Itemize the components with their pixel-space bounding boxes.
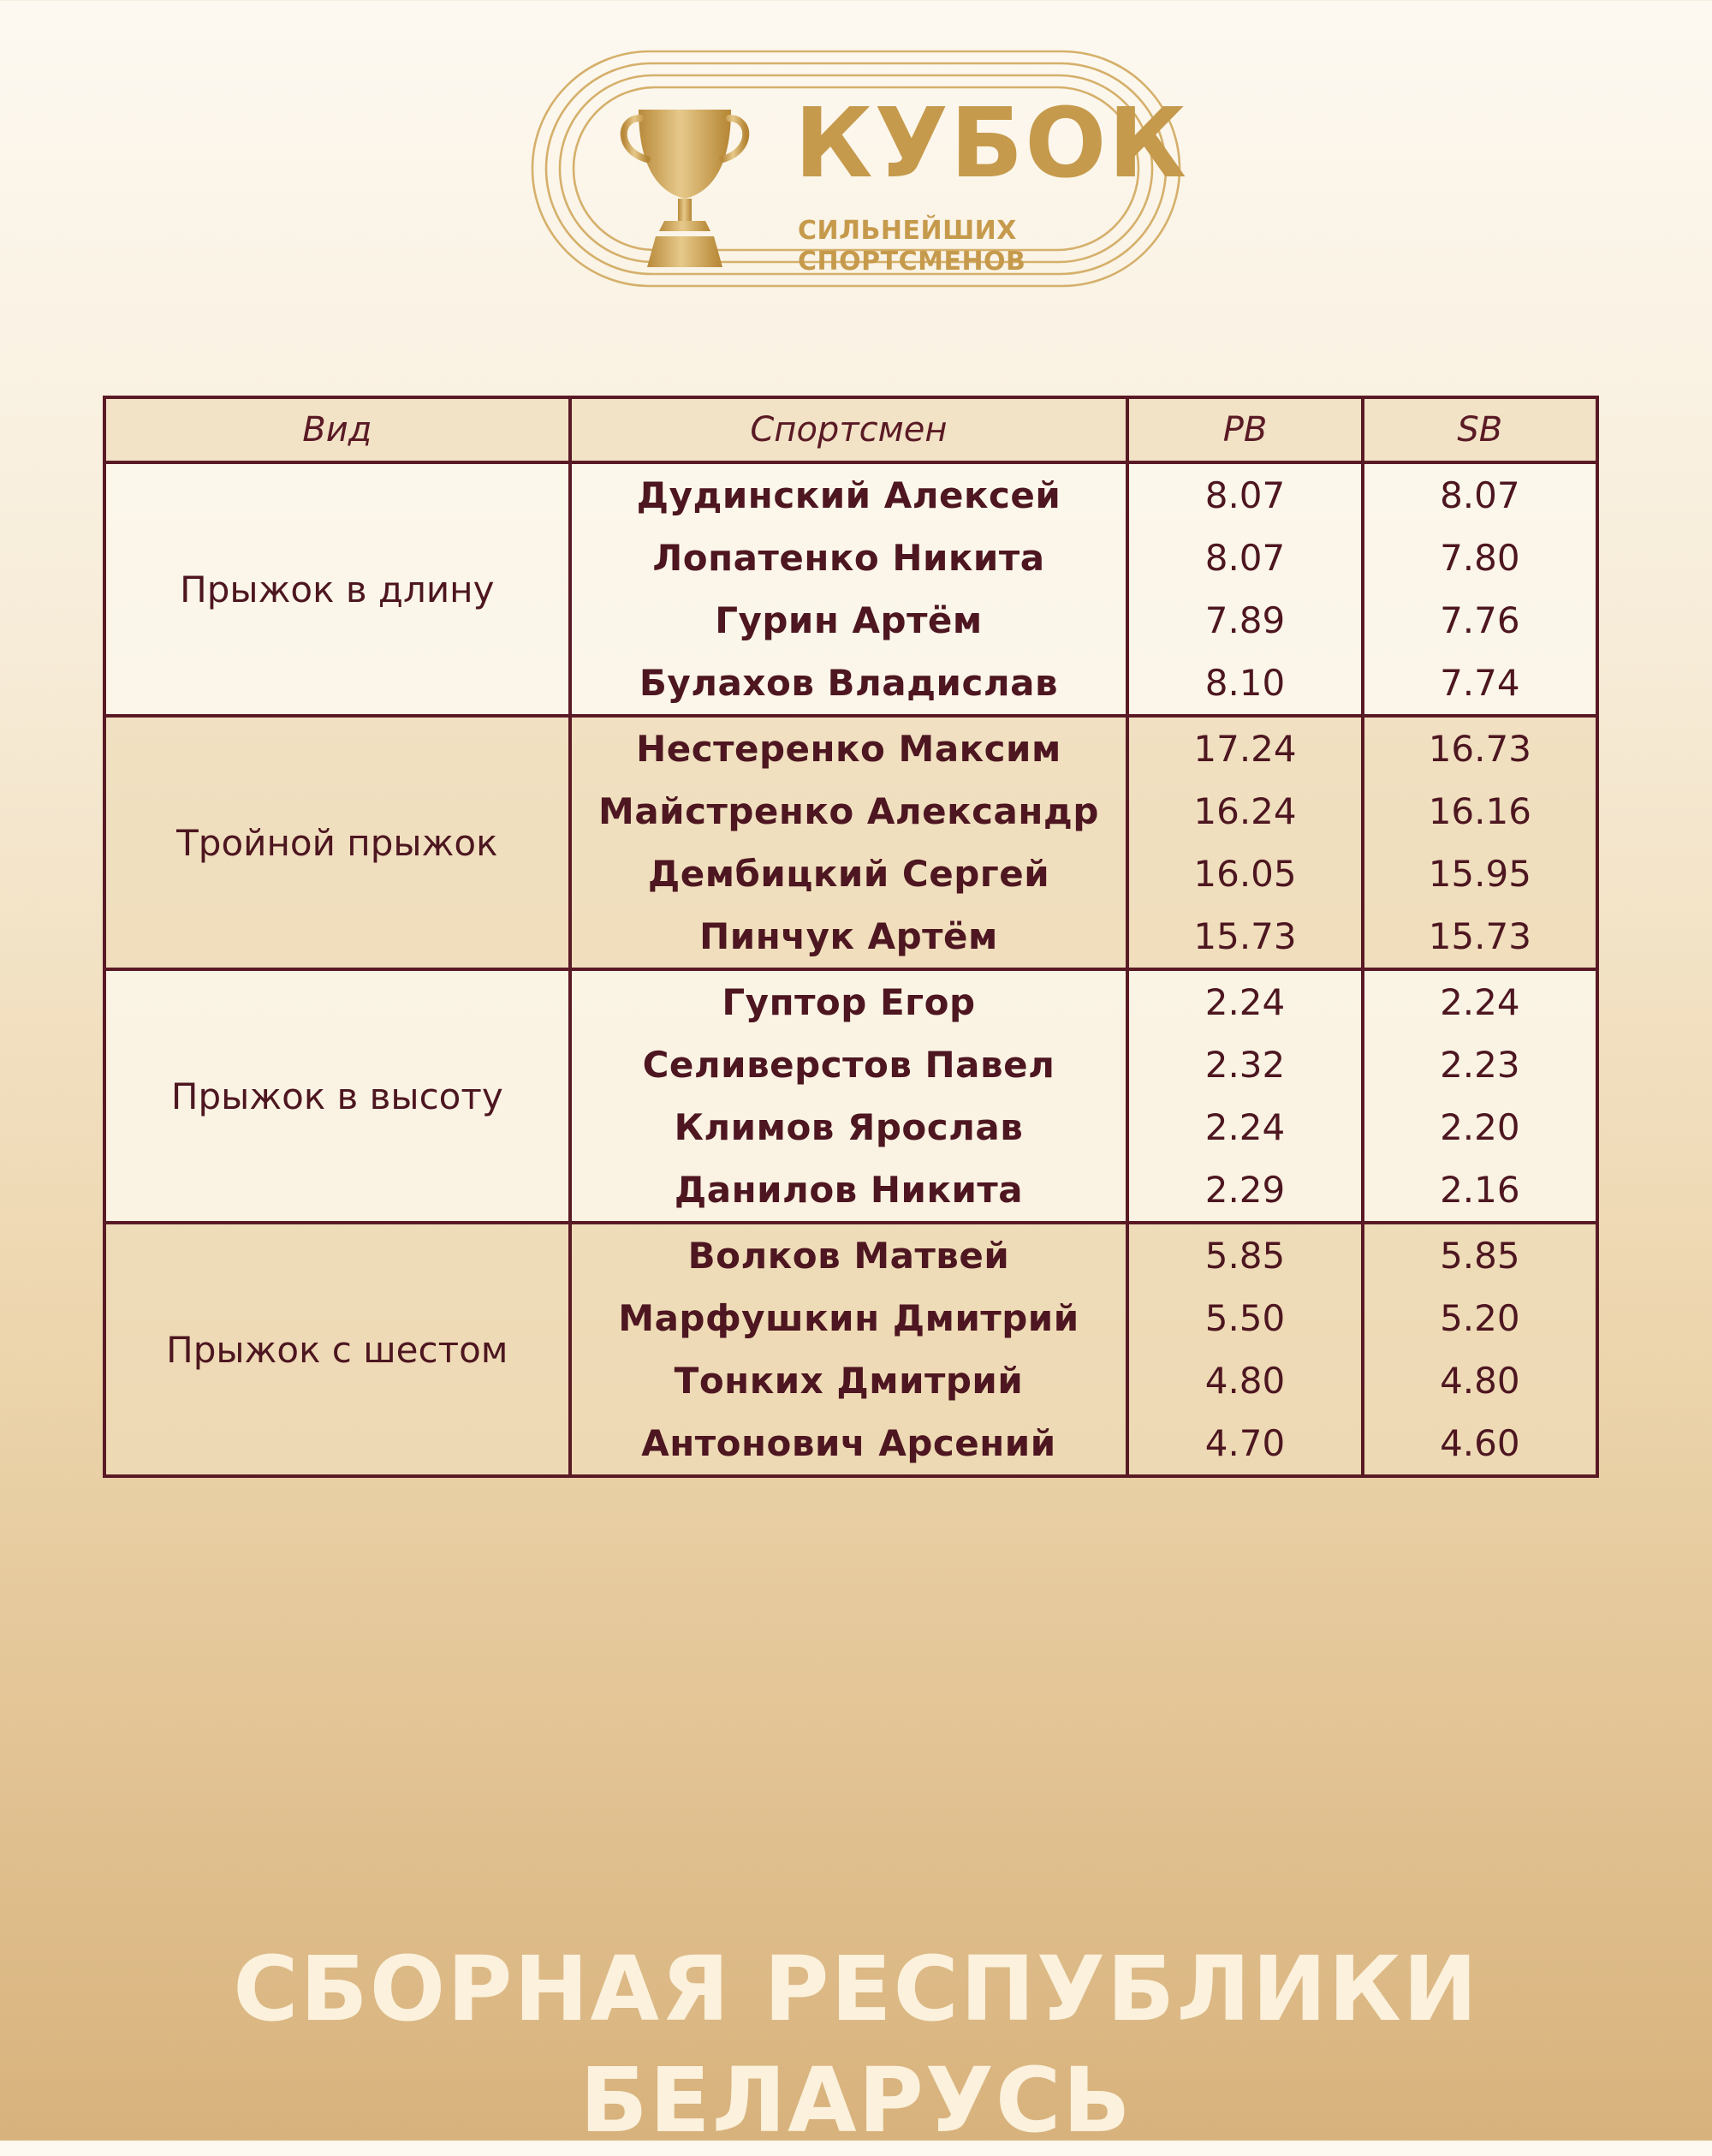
pb-value: 2.24 <box>1127 1096 1362 1158</box>
athlete-name: Пинчук Артём <box>570 905 1128 969</box>
event-name: Прыжок с шестом <box>104 1223 570 1476</box>
athlete-name: Антонович Арсений <box>570 1412 1128 1476</box>
logo-title: КУБОК <box>794 88 1189 200</box>
pb-value: 17.24 <box>1127 716 1362 780</box>
sb-value: 5.85 <box>1363 1223 1597 1287</box>
pb-value: 5.85 <box>1127 1223 1362 1287</box>
sb-value: 7.80 <box>1363 527 1597 589</box>
pb-value: 8.07 <box>1127 527 1362 589</box>
header-athlete: Спортсмен <box>570 397 1128 462</box>
pb-value: 16.05 <box>1127 843 1362 905</box>
athlete-name: Волков Матвей <box>570 1223 1128 1287</box>
athlete-name: Булахов Владислав <box>570 652 1128 716</box>
athlete-name: Гурин Артём <box>570 589 1128 652</box>
athlete-name: Дембицкий Сергей <box>570 843 1128 905</box>
pb-value: 2.24 <box>1127 969 1362 1033</box>
athlete-name: Климов Ярослав <box>570 1096 1128 1158</box>
sb-value: 2.24 <box>1363 969 1597 1033</box>
results-table <box>103 396 1599 1478</box>
sb-value: 2.16 <box>1363 1158 1597 1223</box>
pb-value: 15.73 <box>1127 905 1362 969</box>
pb-value: 5.50 <box>1127 1287 1362 1349</box>
results-table-header <box>104 397 1597 462</box>
logo-subtitle <box>798 216 1025 277</box>
pb-value: 8.07 <box>1127 462 1362 527</box>
event-name: Тройной прыжок <box>104 716 570 969</box>
sb-value: 4.80 <box>1363 1349 1597 1412</box>
cup-logo <box>531 50 1189 288</box>
event-name: Прыжок в длину <box>104 462 570 716</box>
event-group-pole-vault <box>104 1223 1597 1476</box>
sb-value: 2.23 <box>1363 1033 1597 1096</box>
event-group-high-jump <box>104 969 1597 1223</box>
pb-value: 2.29 <box>1127 1158 1362 1223</box>
athlete-name: Селиверстов Павел <box>570 1033 1128 1096</box>
team-footer-title: СБОРНАЯ РЕСПУБЛИКИ БЕЛАРУСЬ <box>233 1937 1479 2153</box>
table-row <box>104 969 1597 1033</box>
event-group-triple-jump <box>104 716 1597 969</box>
athlete-name: Майстренко Александр <box>570 780 1128 843</box>
pb-value: 4.70 <box>1127 1412 1362 1476</box>
header-row <box>104 397 1597 462</box>
event-group-long-jump <box>104 462 1597 716</box>
athlete-name: Лопатенко Никита <box>570 527 1128 589</box>
sb-value: 5.20 <box>1363 1287 1597 1349</box>
pb-value: 8.10 <box>1127 652 1362 716</box>
athlete-name: Тонких Дмитрий <box>570 1349 1128 1412</box>
trophy-cup-icon <box>613 103 757 274</box>
pb-value: 7.89 <box>1127 589 1362 652</box>
table-row <box>104 1223 1597 1287</box>
athlete-name: Дудинский Алексей <box>570 462 1128 527</box>
athlete-name: Марфушкин Дмитрий <box>570 1287 1128 1349</box>
header-event: Вид <box>104 397 570 462</box>
pb-value: 4.80 <box>1127 1349 1362 1412</box>
sb-value: 2.20 <box>1363 1096 1597 1158</box>
sb-value: 7.76 <box>1363 589 1597 652</box>
sb-value: 8.07 <box>1363 462 1597 527</box>
sb-value: 15.95 <box>1363 843 1597 905</box>
event-name: Прыжок в высоту <box>104 969 570 1223</box>
header-sb: SB <box>1363 397 1597 462</box>
pb-value: 2.32 <box>1127 1033 1362 1096</box>
sb-value: 16.16 <box>1363 780 1597 843</box>
logo-subtitle-line-1: СИЛЬНЕЙШИХ <box>798 216 1017 246</box>
logo-subtitle-line-2: СПОРТСМЕНОВ <box>798 247 1026 277</box>
sb-value: 4.60 <box>1363 1412 1597 1476</box>
athlete-name: Данилов Никита <box>570 1158 1128 1223</box>
table-row <box>104 716 1597 780</box>
sb-value: 15.73 <box>1363 905 1597 969</box>
table-row <box>104 462 1597 527</box>
sb-value: 16.73 <box>1363 716 1597 780</box>
header-pb: PB <box>1127 397 1362 462</box>
sb-value: 7.74 <box>1363 652 1597 716</box>
athlete-name: Нестеренко Максим <box>570 716 1128 780</box>
pb-value: 16.24 <box>1127 780 1362 843</box>
athlete-name: Гуптор Егор <box>570 969 1128 1033</box>
